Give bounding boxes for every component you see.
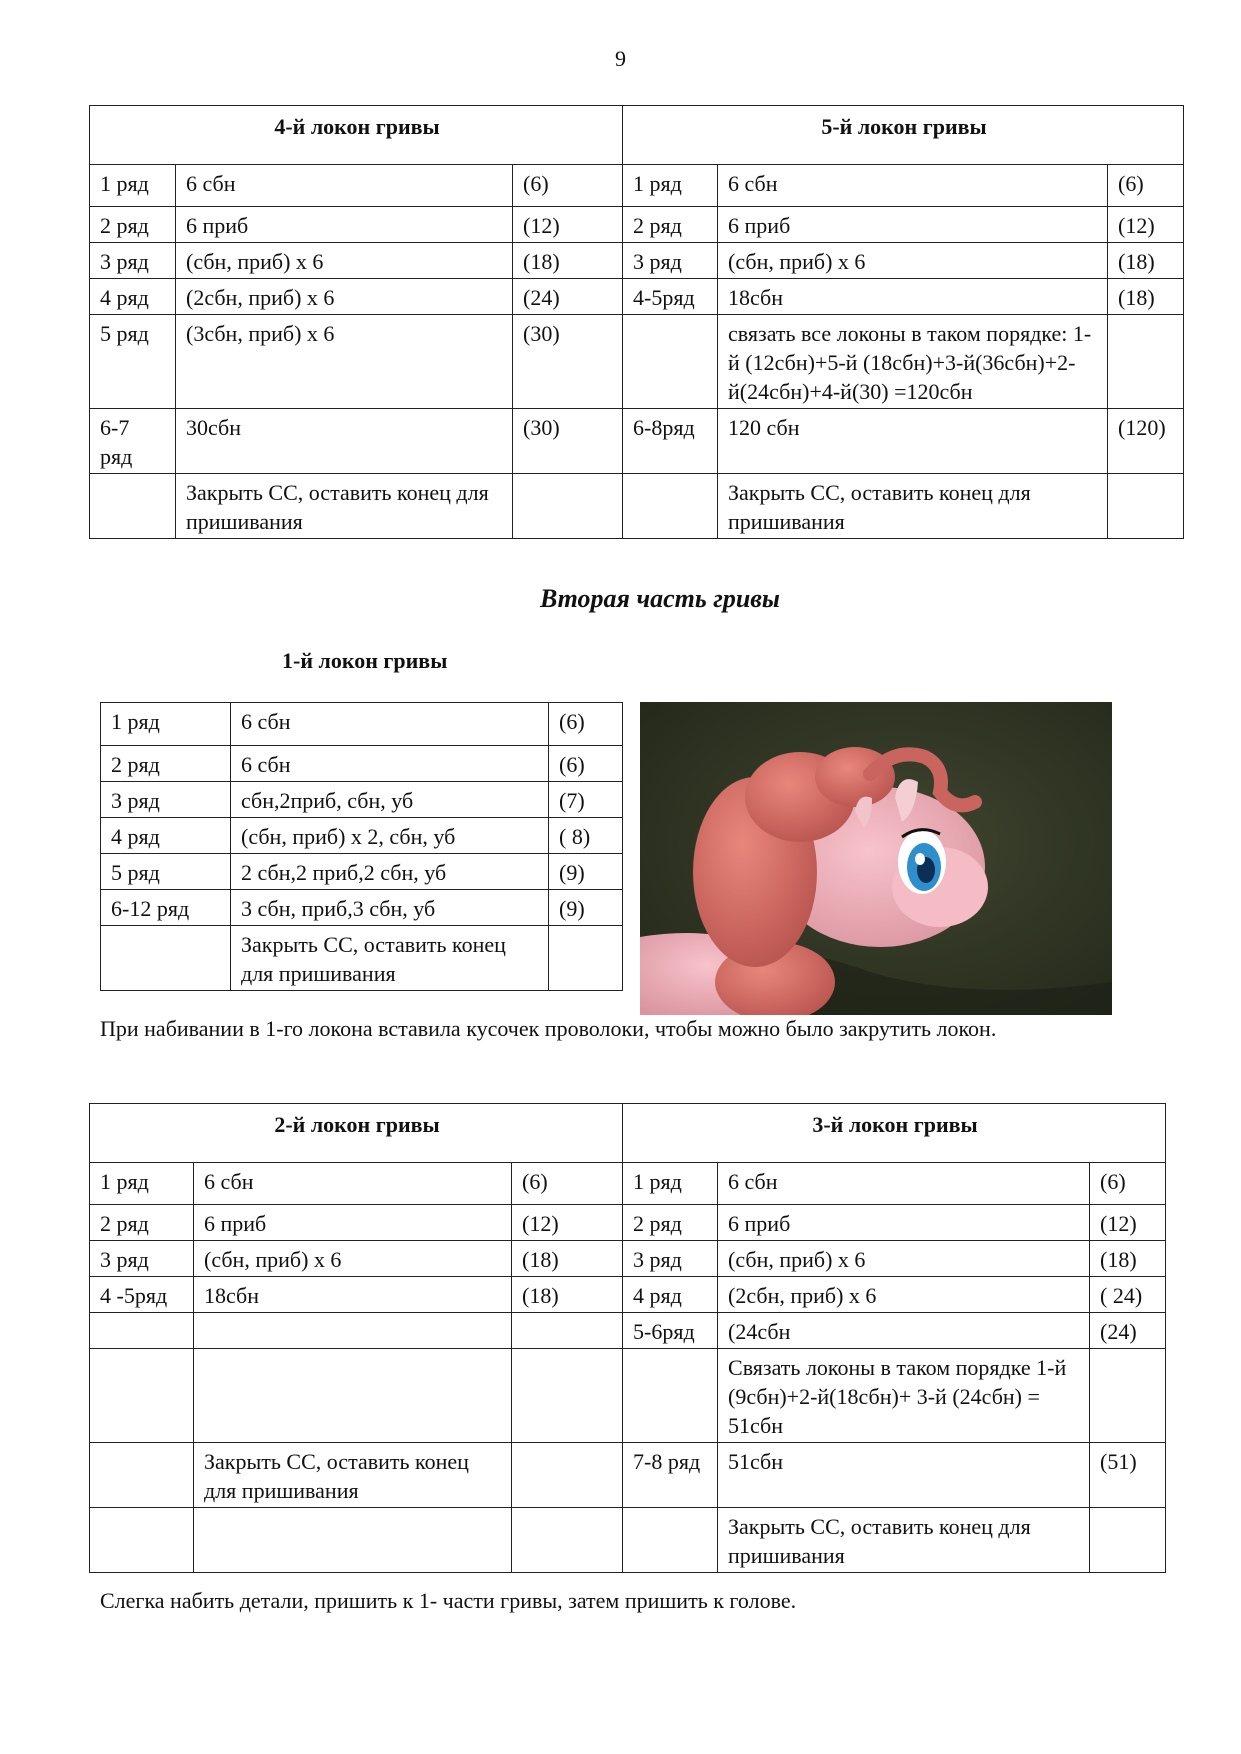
finish-instruction: Закрыть СС, оставить конец для пришивания: [194, 1443, 512, 1508]
section-title: Вторая часть гривы: [540, 584, 780, 613]
row-label: [623, 1349, 718, 1443]
stitch-count: (9): [549, 854, 623, 890]
curl-4-5-table: [89, 105, 1184, 539]
finish-instruction: Закрыть СС, оставить конец для пришивания: [231, 926, 549, 991]
row-label: 6-7 ряд: [90, 409, 176, 474]
row-instruction: (сбн, приб) х 6: [176, 243, 513, 279]
row-instruction: 120 сбн: [718, 409, 1108, 474]
row-instruction: 6 сбн: [194, 1163, 512, 1205]
stitch-count: [1090, 1349, 1166, 1443]
row-label: [90, 474, 176, 539]
row-instruction: 6 сбн: [231, 703, 549, 746]
stitch-count: (24): [513, 279, 623, 315]
row-label: 3 ряд: [623, 243, 718, 279]
stitch-count: (18): [1090, 1241, 1166, 1277]
stitch-count: (12): [1108, 207, 1184, 243]
row-label: 2 ряд: [90, 1205, 194, 1241]
row-label: 1 ряд: [623, 1163, 718, 1205]
row-label: 2 ряд: [90, 207, 176, 243]
row-instruction: (сбн, приб) х 2, сбн, уб: [231, 818, 549, 854]
curl-1-title: 1-й локон гривы: [282, 648, 448, 673]
stitch-count: (6): [549, 703, 623, 746]
stitch-count: (18): [512, 1277, 623, 1313]
row-label: 1 ряд: [90, 165, 176, 207]
curl-2-title: 2-й локон гривы: [90, 1104, 623, 1163]
stitch-count: (18): [513, 243, 623, 279]
pony-photo: [640, 702, 1112, 1015]
row-label: [90, 1443, 194, 1508]
row-instruction: (24сбн: [718, 1313, 1090, 1349]
row-label: 2 ряд: [623, 207, 718, 243]
row-instruction: 6 сбн: [718, 165, 1108, 207]
row-instruction: 18сбн: [718, 279, 1108, 315]
join-instruction: связать все локоны в таком порядке: 1-й (12сбн)+5-й (18сбн)+3-й(36сбн)+2-й(24сбн)+4-й(30) =120сбн: [718, 315, 1108, 409]
row-instruction: 6 сбн: [176, 165, 513, 207]
row-label: 4-5ряд: [623, 279, 718, 315]
row-label: [90, 1349, 194, 1443]
row-instruction: [194, 1313, 512, 1349]
finish-instruction: Закрыть СС, оставить конец для пришивания: [176, 474, 513, 539]
stitch-count: (6): [549, 746, 623, 782]
row-label: 1 ряд: [101, 703, 231, 746]
row-label: [623, 474, 718, 539]
stitch-count: (6): [513, 165, 623, 207]
row-instruction: (сбн, приб) х 6: [718, 243, 1108, 279]
row-label: 3 ряд: [623, 1241, 718, 1277]
row-label: 1 ряд: [90, 1163, 194, 1205]
stitch-count: (12): [1090, 1205, 1166, 1241]
row-label: 3 ряд: [90, 243, 176, 279]
curl-5-title: 5-й локон гривы: [623, 106, 1184, 165]
stitch-count: [1090, 1508, 1166, 1573]
row-instruction: 6 приб: [718, 1205, 1090, 1241]
note-wire: При набивании в 1-го локона вставила кусочек проволоки, чтобы можно было закрутить локон.: [100, 1016, 997, 1041]
row-label: 7-8 ряд: [623, 1443, 718, 1508]
row-instruction: 6 приб: [194, 1205, 512, 1241]
row-instruction: 3 сбн, приб,3 сбн, уб: [231, 890, 549, 926]
stitch-count: (51): [1090, 1443, 1166, 1508]
row-label: 2 ряд: [623, 1205, 718, 1241]
row-label: 4 ряд: [623, 1277, 718, 1313]
stitch-count: [512, 1508, 623, 1573]
row-label: [623, 1508, 718, 1573]
row-label: 6-12 ряд: [101, 890, 231, 926]
row-instruction: (2сбн, приб) х 6: [718, 1277, 1090, 1313]
stitch-count: (6): [1108, 165, 1184, 207]
stitch-count: (120): [1108, 409, 1184, 474]
row-label: 6-8ряд: [623, 409, 718, 474]
row-label: 3 ряд: [101, 782, 231, 818]
finish-instruction: Закрыть СС, оставить конец для пришивания: [718, 474, 1108, 539]
row-instruction: сбн,2приб, сбн, уб: [231, 782, 549, 818]
row-label: [90, 1508, 194, 1573]
row-label: 2 ряд: [101, 746, 231, 782]
row-label: 4 -5ряд: [90, 1277, 194, 1313]
row-label: 5 ряд: [90, 315, 176, 409]
row-label: 4 ряд: [90, 279, 176, 315]
join-instruction: Связать локоны в таком порядке 1-й (9сбн)+2-й(18сбн)+ 3-й (24сбн) = 51сбн: [718, 1349, 1090, 1443]
curl-3-title: 3-й локон гривы: [623, 1104, 1166, 1163]
stitch-count: [513, 474, 623, 539]
row-instruction: 2 сбн,2 приб,2 сбн, уб: [231, 854, 549, 890]
row-instruction: [194, 1349, 512, 1443]
curl-1-table: [100, 702, 623, 991]
stitch-count: [1108, 315, 1184, 409]
row-instruction: 6 сбн: [718, 1163, 1090, 1205]
finish-instruction: Закрыть СС, оставить конец для пришивания: [718, 1508, 1090, 1573]
stitch-count: (24): [1090, 1313, 1166, 1349]
row-label: 5 ряд: [101, 854, 231, 890]
row-instruction: (3сбн, приб) х 6: [176, 315, 513, 409]
row-instruction: [194, 1508, 512, 1573]
row-label: 1 ряд: [623, 165, 718, 207]
stitch-count: [512, 1313, 623, 1349]
row-label: 3 ряд: [90, 1241, 194, 1277]
page-number: 9: [615, 46, 626, 71]
row-instruction: 51сбн: [718, 1443, 1090, 1508]
row-label: [90, 1313, 194, 1349]
row-instruction: (2сбн, приб) х 6: [176, 279, 513, 315]
stitch-count: [1108, 474, 1184, 539]
curl-4-title: 4-й локон гривы: [90, 106, 623, 165]
stitch-count: (30): [513, 409, 623, 474]
row-instruction: 6 сбн: [231, 746, 549, 782]
stitch-count: (18): [1108, 279, 1184, 315]
row-label: 5-6ряд: [623, 1313, 718, 1349]
stitch-count: ( 8): [549, 818, 623, 854]
row-label: 4 ряд: [101, 818, 231, 854]
stitch-count: (6): [512, 1163, 623, 1205]
row-instruction: 18сбн: [194, 1277, 512, 1313]
curl-2-3-table: [89, 1103, 1166, 1573]
row-label: [623, 315, 718, 409]
stitch-count: (12): [513, 207, 623, 243]
stitch-count: (12): [512, 1205, 623, 1241]
stitch-count: [512, 1443, 623, 1508]
row-instruction: 6 приб: [176, 207, 513, 243]
row-instruction: (сбн, приб) х 6: [194, 1241, 512, 1277]
stitch-count: (6): [1090, 1163, 1166, 1205]
stitch-count: [549, 926, 623, 991]
stitch-count: (7): [549, 782, 623, 818]
note-assembly: Слегка набить детали, пришить к 1- части гривы, затем пришить к голове.: [100, 1588, 797, 1613]
row-instruction: 30сбн: [176, 409, 513, 474]
row-instruction: 6 приб: [718, 207, 1108, 243]
stitch-count: (18): [1108, 243, 1184, 279]
stitch-count: (9): [549, 890, 623, 926]
stitch-count: (30): [513, 315, 623, 409]
row-instruction: (сбн, приб) х 6: [718, 1241, 1090, 1277]
stitch-count: [512, 1349, 623, 1443]
row-label: [101, 926, 231, 991]
stitch-count: ( 24): [1090, 1277, 1166, 1313]
stitch-count: (18): [512, 1241, 623, 1277]
